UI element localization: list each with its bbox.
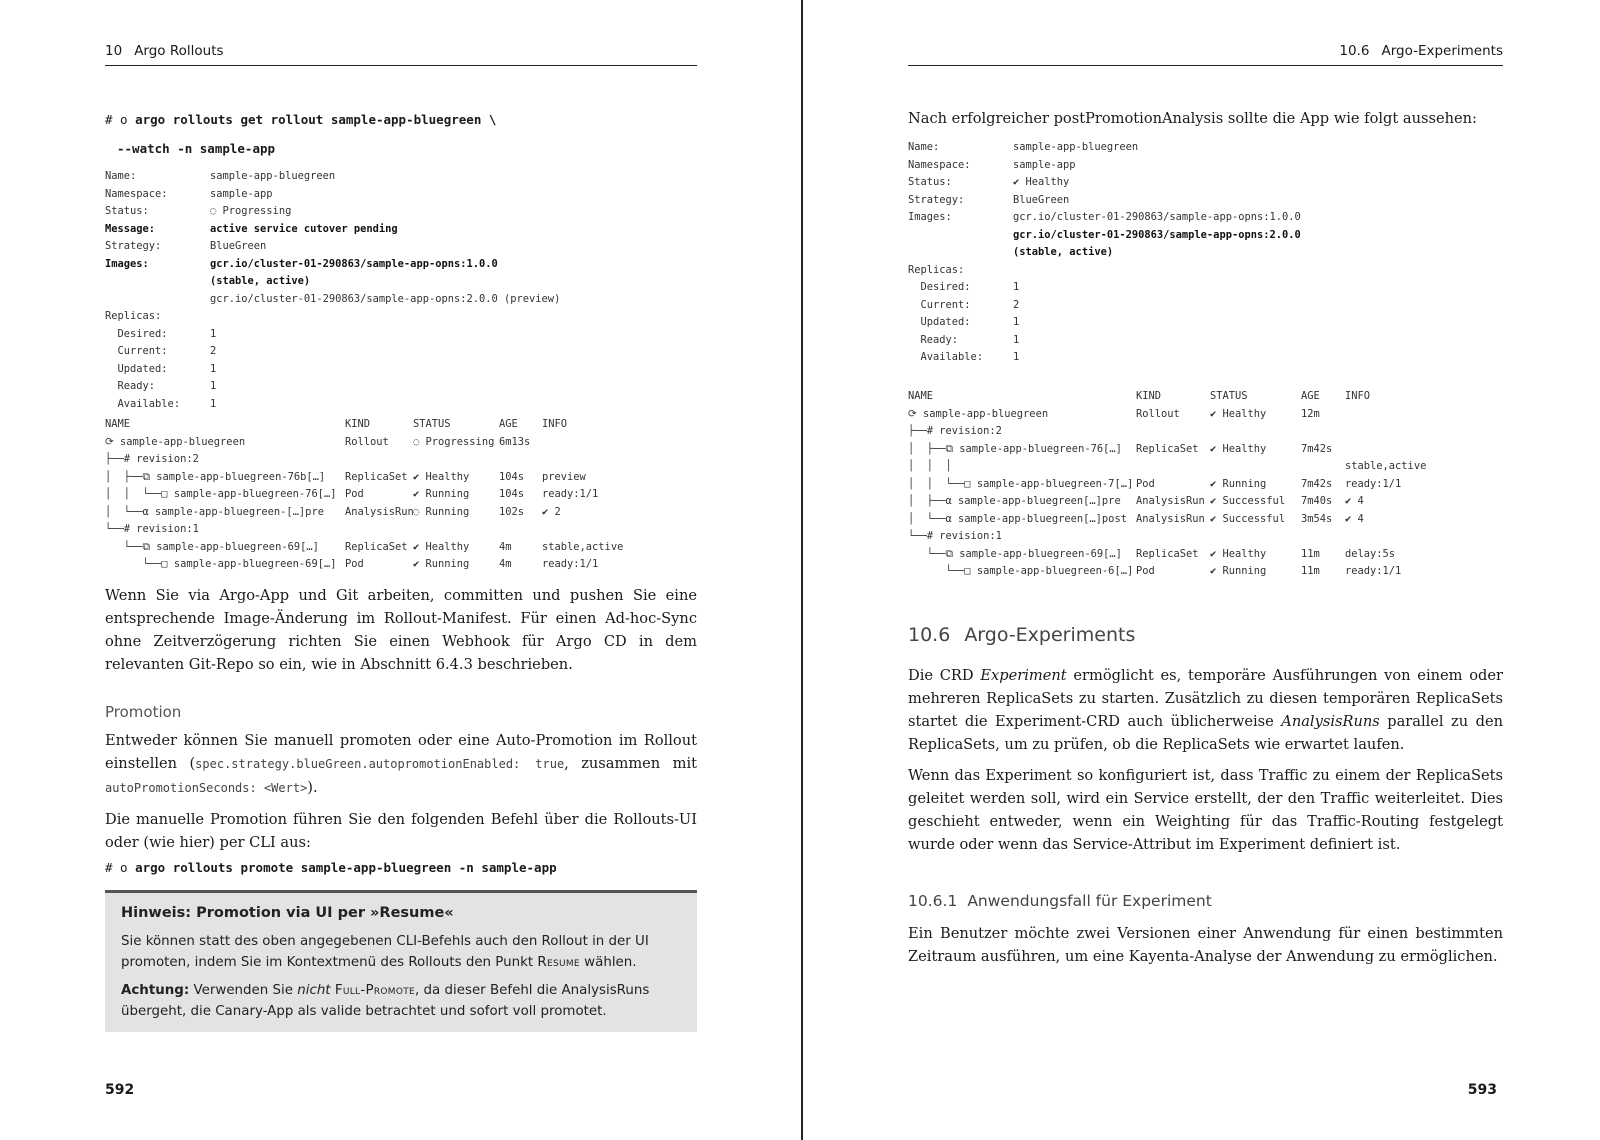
section-number: 10.6	[1339, 43, 1370, 59]
info-row	[908, 262, 1508, 280]
column-header-status: STATUS	[413, 418, 451, 430]
info-row	[105, 291, 705, 309]
tree-cell-name: ⟳ sample-app-bluegreen	[105, 435, 246, 448]
info-key: Available:	[105, 397, 181, 410]
paragraph-intro: Nach erfolgreicher postPromotionAnalysis sollte die App wie folgt aussehen:	[908, 110, 1477, 127]
info-value: (stable, active)	[1013, 246, 1114, 258]
info-row	[105, 186, 705, 204]
info-row	[105, 203, 705, 221]
tree-row	[908, 528, 1508, 546]
tree-header-row	[105, 416, 705, 434]
command-get-rollout: # o argo rollouts get rollout sample-app-bluegreen \	[105, 112, 497, 127]
tree-cell-age: 6m13s	[499, 435, 531, 448]
info-value: gcr.io/cluster-01-290863/sample-app-opns:1.0.0	[210, 257, 498, 270]
rollout-info-block	[908, 139, 1508, 367]
subsection-heading: 10.6.1 Anwendungsfall für Experiment	[908, 892, 1212, 910]
subheading-promotion: Promotion	[105, 703, 182, 721]
column-header-name: NAME	[105, 418, 131, 430]
tree-row	[105, 486, 705, 504]
tree-cell-name: └──□ sample-app-bluegreen-69[…]	[105, 558, 337, 570]
info-row	[908, 279, 1508, 297]
info-key: Ready:	[105, 380, 156, 392]
info-row	[908, 227, 1508, 245]
tree-row	[105, 556, 705, 574]
info-row	[908, 139, 1508, 157]
info-value: 1	[210, 397, 217, 410]
tree-cell-name: └──# revision:1	[105, 523, 199, 535]
info-row	[105, 361, 705, 379]
tree-cell-info: ✔ 4	[1345, 495, 1364, 507]
tree-cell-kind: Pod	[1136, 477, 1155, 490]
tree-cell-status: ✔ Healthy	[413, 540, 470, 553]
tree-cell-name: │ │ └──□ sample-app-bluegreen-7[…]	[908, 477, 1134, 490]
info-key: Current:	[105, 345, 168, 357]
tree-cell-name: ├──# revision:2	[908, 425, 1002, 437]
info-row	[908, 244, 1508, 262]
tree-cell-kind: AnalysisRun	[1136, 512, 1205, 525]
command-promote: # o argo rollouts promote sample-app-bluegreen -n sample-app	[105, 860, 557, 875]
tree-row	[908, 511, 1508, 529]
info-value: gcr.io/cluster-01-290863/sample-app-opns:2.0.0 (preview)	[210, 292, 561, 305]
tree-row	[908, 406, 1508, 424]
info-value: 1	[1013, 333, 1020, 346]
tree-cell-name: │ │ └──□ sample-app-bluegreen-76[…]	[105, 488, 337, 500]
paragraph-use-case: Ein Benutzer möchte zwei Versionen einer Anwendung für einen bestimmten Zeitraum ausführen, um eine Kayenta-Analyse der Anwendung zu ermöglichen.	[908, 925, 1503, 965]
info-key: Desired:	[105, 327, 168, 340]
tree-cell-age: 104s	[499, 470, 525, 483]
info-value: 1	[1013, 351, 1020, 363]
tree-row	[908, 493, 1508, 511]
tree-header-row	[908, 388, 1508, 406]
tree-cell-status: ◌ Running	[413, 505, 470, 518]
info-key: Name:	[105, 170, 137, 182]
tree-cell-status: ◌ Progressing	[413, 435, 495, 448]
rollout-tree-block	[105, 416, 705, 574]
tree-cell-info: delay:5s	[1345, 547, 1396, 560]
tree-cell-age: 104s	[499, 488, 525, 500]
info-row	[908, 349, 1508, 367]
info-key: Namespace:	[908, 158, 971, 171]
info-row	[908, 332, 1508, 350]
tree-row	[908, 546, 1508, 564]
section-heading: 10.6 Argo-Experiments	[908, 624, 1136, 646]
info-key: Replicas:	[908, 263, 965, 276]
info-key: Replicas:	[105, 310, 162, 322]
rollout-info-block	[105, 168, 705, 413]
tree-cell-status: ✔ Healthy	[1210, 547, 1267, 560]
tree-cell-age: 11m	[1301, 547, 1320, 560]
info-value: active service cutover pending	[210, 222, 398, 235]
info-value: 2	[1013, 298, 1020, 311]
tree-cell-kind: AnalysisRun	[345, 505, 414, 518]
info-value: sample-app	[1013, 158, 1076, 171]
info-row	[105, 221, 705, 239]
info-value: 1	[210, 380, 217, 392]
info-row	[105, 256, 705, 274]
info-value: 1	[1013, 316, 1020, 328]
tree-cell-age: 12m	[1301, 407, 1320, 420]
tree-row	[105, 521, 705, 539]
column-header-age: AGE	[499, 418, 518, 430]
tree-cell-kind: Pod	[1136, 565, 1155, 577]
info-row	[908, 174, 1508, 192]
tree-row	[908, 423, 1508, 441]
column-header-name: NAME	[908, 390, 934, 402]
tree-cell-age: 7m42s	[1301, 477, 1333, 490]
info-key: Images:	[908, 211, 952, 223]
tree-cell-kind: ReplicaSet	[345, 540, 408, 553]
tree-cell-name: │ ├──α sample-app-bluegreen[…]pre	[908, 495, 1121, 507]
command-get-rollout-line2: --watch -n sample-app	[117, 141, 276, 156]
info-value: BlueGreen	[1013, 193, 1070, 206]
tree-cell-name: │ └──α sample-app-bluegreen-[…]pre	[105, 505, 324, 518]
info-row	[105, 273, 705, 291]
tree-cell-status: ✔ Running	[413, 558, 470, 570]
info-value: sample-app	[210, 187, 273, 200]
tree-cell-kind: Rollout	[1136, 407, 1180, 420]
tree-row	[908, 563, 1508, 581]
info-key: Updated:	[105, 362, 168, 375]
info-row	[908, 209, 1508, 227]
tree-cell-kind: ReplicaSet	[345, 470, 408, 483]
info-value: (stable, active)	[210, 275, 311, 287]
tree-cell-name: └──# revision:1	[908, 530, 1002, 542]
tree-cell-name: │ │ │	[908, 460, 952, 472]
tree-cell-name: │ ├──⧉ sample-app-bluegreen-76[…]	[908, 442, 1122, 455]
column-header-status: STATUS	[1210, 390, 1248, 402]
info-key: Status:	[908, 176, 952, 188]
tree-cell-status: ✔ Running	[1210, 565, 1267, 577]
info-row	[908, 157, 1508, 175]
note-paragraph-1: Sie können statt des oben angegebenen CLI-Befehls auch den Rollout in der UI promoten, indem Sie im Kontextmenü des Rollouts den Punkt Resume wählen.	[121, 933, 649, 970]
tree-cell-age: 102s	[499, 505, 525, 518]
tree-cell-kind: Pod	[345, 558, 364, 570]
info-value: sample-app-bluegreen	[210, 170, 336, 182]
info-key: Status:	[105, 205, 149, 217]
tree-cell-info: ready:1/1	[542, 488, 599, 500]
tree-row	[908, 458, 1508, 476]
tree-cell-info: ready:1/1	[542, 558, 599, 570]
right-page	[803, 0, 1600, 1140]
info-value: gcr.io/cluster-01-290863/sample-app-opns:2.0.0	[1013, 228, 1301, 241]
info-row	[105, 308, 705, 326]
tree-cell-name: └──⧉ sample-app-bluegreen-69[…]	[105, 540, 319, 553]
column-header-info: INFO	[1345, 390, 1371, 402]
tree-cell-kind: ReplicaSet	[1136, 442, 1199, 455]
info-row	[105, 343, 705, 361]
page-number: 593	[1467, 1082, 1497, 1098]
tree-cell-info: ✔ 2	[542, 505, 561, 518]
tree-cell-name: └──□ sample-app-bluegreen-6[…]	[908, 565, 1134, 577]
info-row	[105, 168, 705, 186]
tree-row	[908, 476, 1508, 494]
tree-row	[105, 504, 705, 522]
tree-cell-name: ├──# revision:2	[105, 453, 199, 465]
tree-cell-info: ready:1/1	[1345, 477, 1402, 490]
column-header-info: INFO	[542, 418, 568, 430]
note-paragraph-2: Achtung: Verwenden Sie nicht Full-Promote, da dieser Befehl die AnalysisRuns übergeht, die Canary-App als valide betrachtet und sofort voll promotet.	[121, 982, 650, 1019]
tree-cell-status: ✔ Running	[1210, 477, 1267, 490]
note-title: Hinweis: Promotion via UI per »Resume«	[121, 905, 454, 921]
tree-cell-info: ✔ 4	[1345, 512, 1364, 525]
tree-cell-info: ready:1/1	[1345, 565, 1402, 577]
tree-cell-status: ✔ Successful	[1210, 495, 1286, 507]
running-header	[908, 41, 1503, 66]
paragraph-git-sync: Wenn Sie via Argo-App und Git arbeiten, committen und pushen Sie eine entsprechende Image-Änderung im Rollout-Manifest. Für einen Ad-hoc-Sync ohne Zeitverzögerung richten Sie einen Webhook für Argo CD in dem relevanten Git-Repo so ein, wie in Abschnitt 6.4.3 beschrieben.	[105, 587, 697, 673]
info-key: Ready:	[908, 333, 959, 346]
info-key: Current:	[908, 298, 971, 311]
tree-cell-kind: Rollout	[345, 435, 389, 448]
info-row	[908, 297, 1508, 315]
column-header-age: AGE	[1301, 390, 1320, 402]
info-row	[105, 378, 705, 396]
info-row	[105, 326, 705, 344]
info-key: Name:	[908, 141, 940, 153]
column-header-kind: KIND	[345, 418, 371, 430]
info-value: 1	[210, 362, 217, 375]
tree-row	[105, 451, 705, 469]
info-value: ✔ Healthy	[1013, 176, 1070, 188]
info-row	[908, 192, 1508, 210]
info-key: Namespace:	[105, 187, 168, 200]
tree-cell-age: 3m54s	[1301, 512, 1333, 525]
info-key: Available:	[908, 351, 984, 363]
tree-cell-kind: Pod	[345, 488, 364, 500]
tree-cell-age: 4m	[499, 558, 512, 570]
section-body: Die CRD Experiment ermöglicht es, temporäre Ausführungen von einem oder mehreren ReplicaSets zu starten. Zusätzlich zu diesen temporären ReplicaSets startet die Experiment-CRD auch üblicherweise AnalysisRuns parallel zu den ReplicaSets, um zu prüfen, ob die ReplicaSets wie erwartet laufen. Wenn das Experiment so konfiguriert ist, dass Traffic zu einem der ReplicaSets geleitet werden soll, wird ein Service erstellt, der den Traffic weiterleitet. Dies geschieht entweder, wenn ein Weighting für das Traffic-Routing festgelegt wurde oder wenn das Service-Attribut im Experiment definiert ist.	[908, 667, 1503, 853]
tree-cell-kind: ReplicaSet	[1136, 547, 1199, 560]
info-value: 2	[210, 345, 217, 357]
tree-cell-status: ✔ Running	[413, 488, 470, 500]
running-header	[105, 41, 697, 66]
info-row	[105, 396, 705, 414]
info-key: Strategy:	[908, 193, 965, 206]
tree-row	[105, 539, 705, 557]
info-key: Updated:	[908, 316, 971, 328]
tree-cell-age: 7m40s	[1301, 495, 1333, 507]
note-box-resume	[105, 890, 697, 1032]
tree-cell-name: ⟳ sample-app-bluegreen	[908, 407, 1049, 420]
tree-cell-age: 11m	[1301, 565, 1320, 577]
tree-cell-status: ✔ Healthy	[1210, 407, 1267, 420]
tree-cell-info: preview	[542, 470, 586, 483]
tree-row	[908, 441, 1508, 459]
info-key: Images:	[105, 257, 149, 270]
chapter-title: Argo Rollouts	[134, 43, 224, 59]
info-key: Strategy:	[105, 240, 162, 252]
info-row	[908, 314, 1508, 332]
info-value: ◌ Progressing	[210, 205, 292, 217]
info-value: 1	[210, 327, 217, 340]
tree-row	[105, 469, 705, 487]
info-value: BlueGreen	[210, 240, 267, 252]
tree-cell-name: └──⧉ sample-app-bluegreen-69[…]	[908, 547, 1122, 560]
paragraph-promotion: Entweder können Sie manuell promoten oder eine Auto-Promotion im Rollout einstellen (spec.strategy.blueGreen.autopromotionEnabled: true, zusammen mit autoPromotionSeconds: <Wert>). Die manuelle Promotion führen Sie den folgenden Befehl über die Rollouts-UI oder (wie hier) per CLI aus:	[105, 732, 697, 851]
section-title: Argo-Experiments	[1381, 43, 1503, 59]
tree-cell-info: stable,active	[542, 540, 624, 553]
column-header-kind: KIND	[1136, 390, 1162, 402]
info-value: gcr.io/cluster-01-290863/sample-app-opns:1.0.0	[1013, 211, 1301, 223]
info-key: Desired:	[908, 281, 971, 293]
tree-row	[105, 434, 705, 452]
tree-cell-status: ✔ Successful	[1210, 512, 1286, 525]
tree-cell-age: 7m42s	[1301, 442, 1333, 455]
tree-cell-status: ✔ Healthy	[1210, 442, 1267, 455]
tree-cell-kind: AnalysisRun	[1136, 495, 1205, 507]
rollout-tree-block	[908, 388, 1508, 581]
info-row	[105, 238, 705, 256]
tree-cell-status: ✔ Healthy	[413, 470, 470, 483]
chapter-number: 10	[105, 43, 123, 59]
tree-cell-age: 4m	[499, 540, 512, 553]
tree-cell-info: stable,active	[1345, 460, 1427, 472]
tree-cell-name: │ └──α sample-app-bluegreen[…]post	[908, 512, 1127, 525]
info-value: sample-app-bluegreen	[1013, 141, 1139, 153]
info-key: Message:	[105, 222, 156, 235]
tree-cell-name: │ ├──⧉ sample-app-bluegreen-76b[…]	[105, 470, 326, 483]
info-value: 1	[1013, 281, 1020, 293]
page-number: 592	[105, 1082, 135, 1098]
